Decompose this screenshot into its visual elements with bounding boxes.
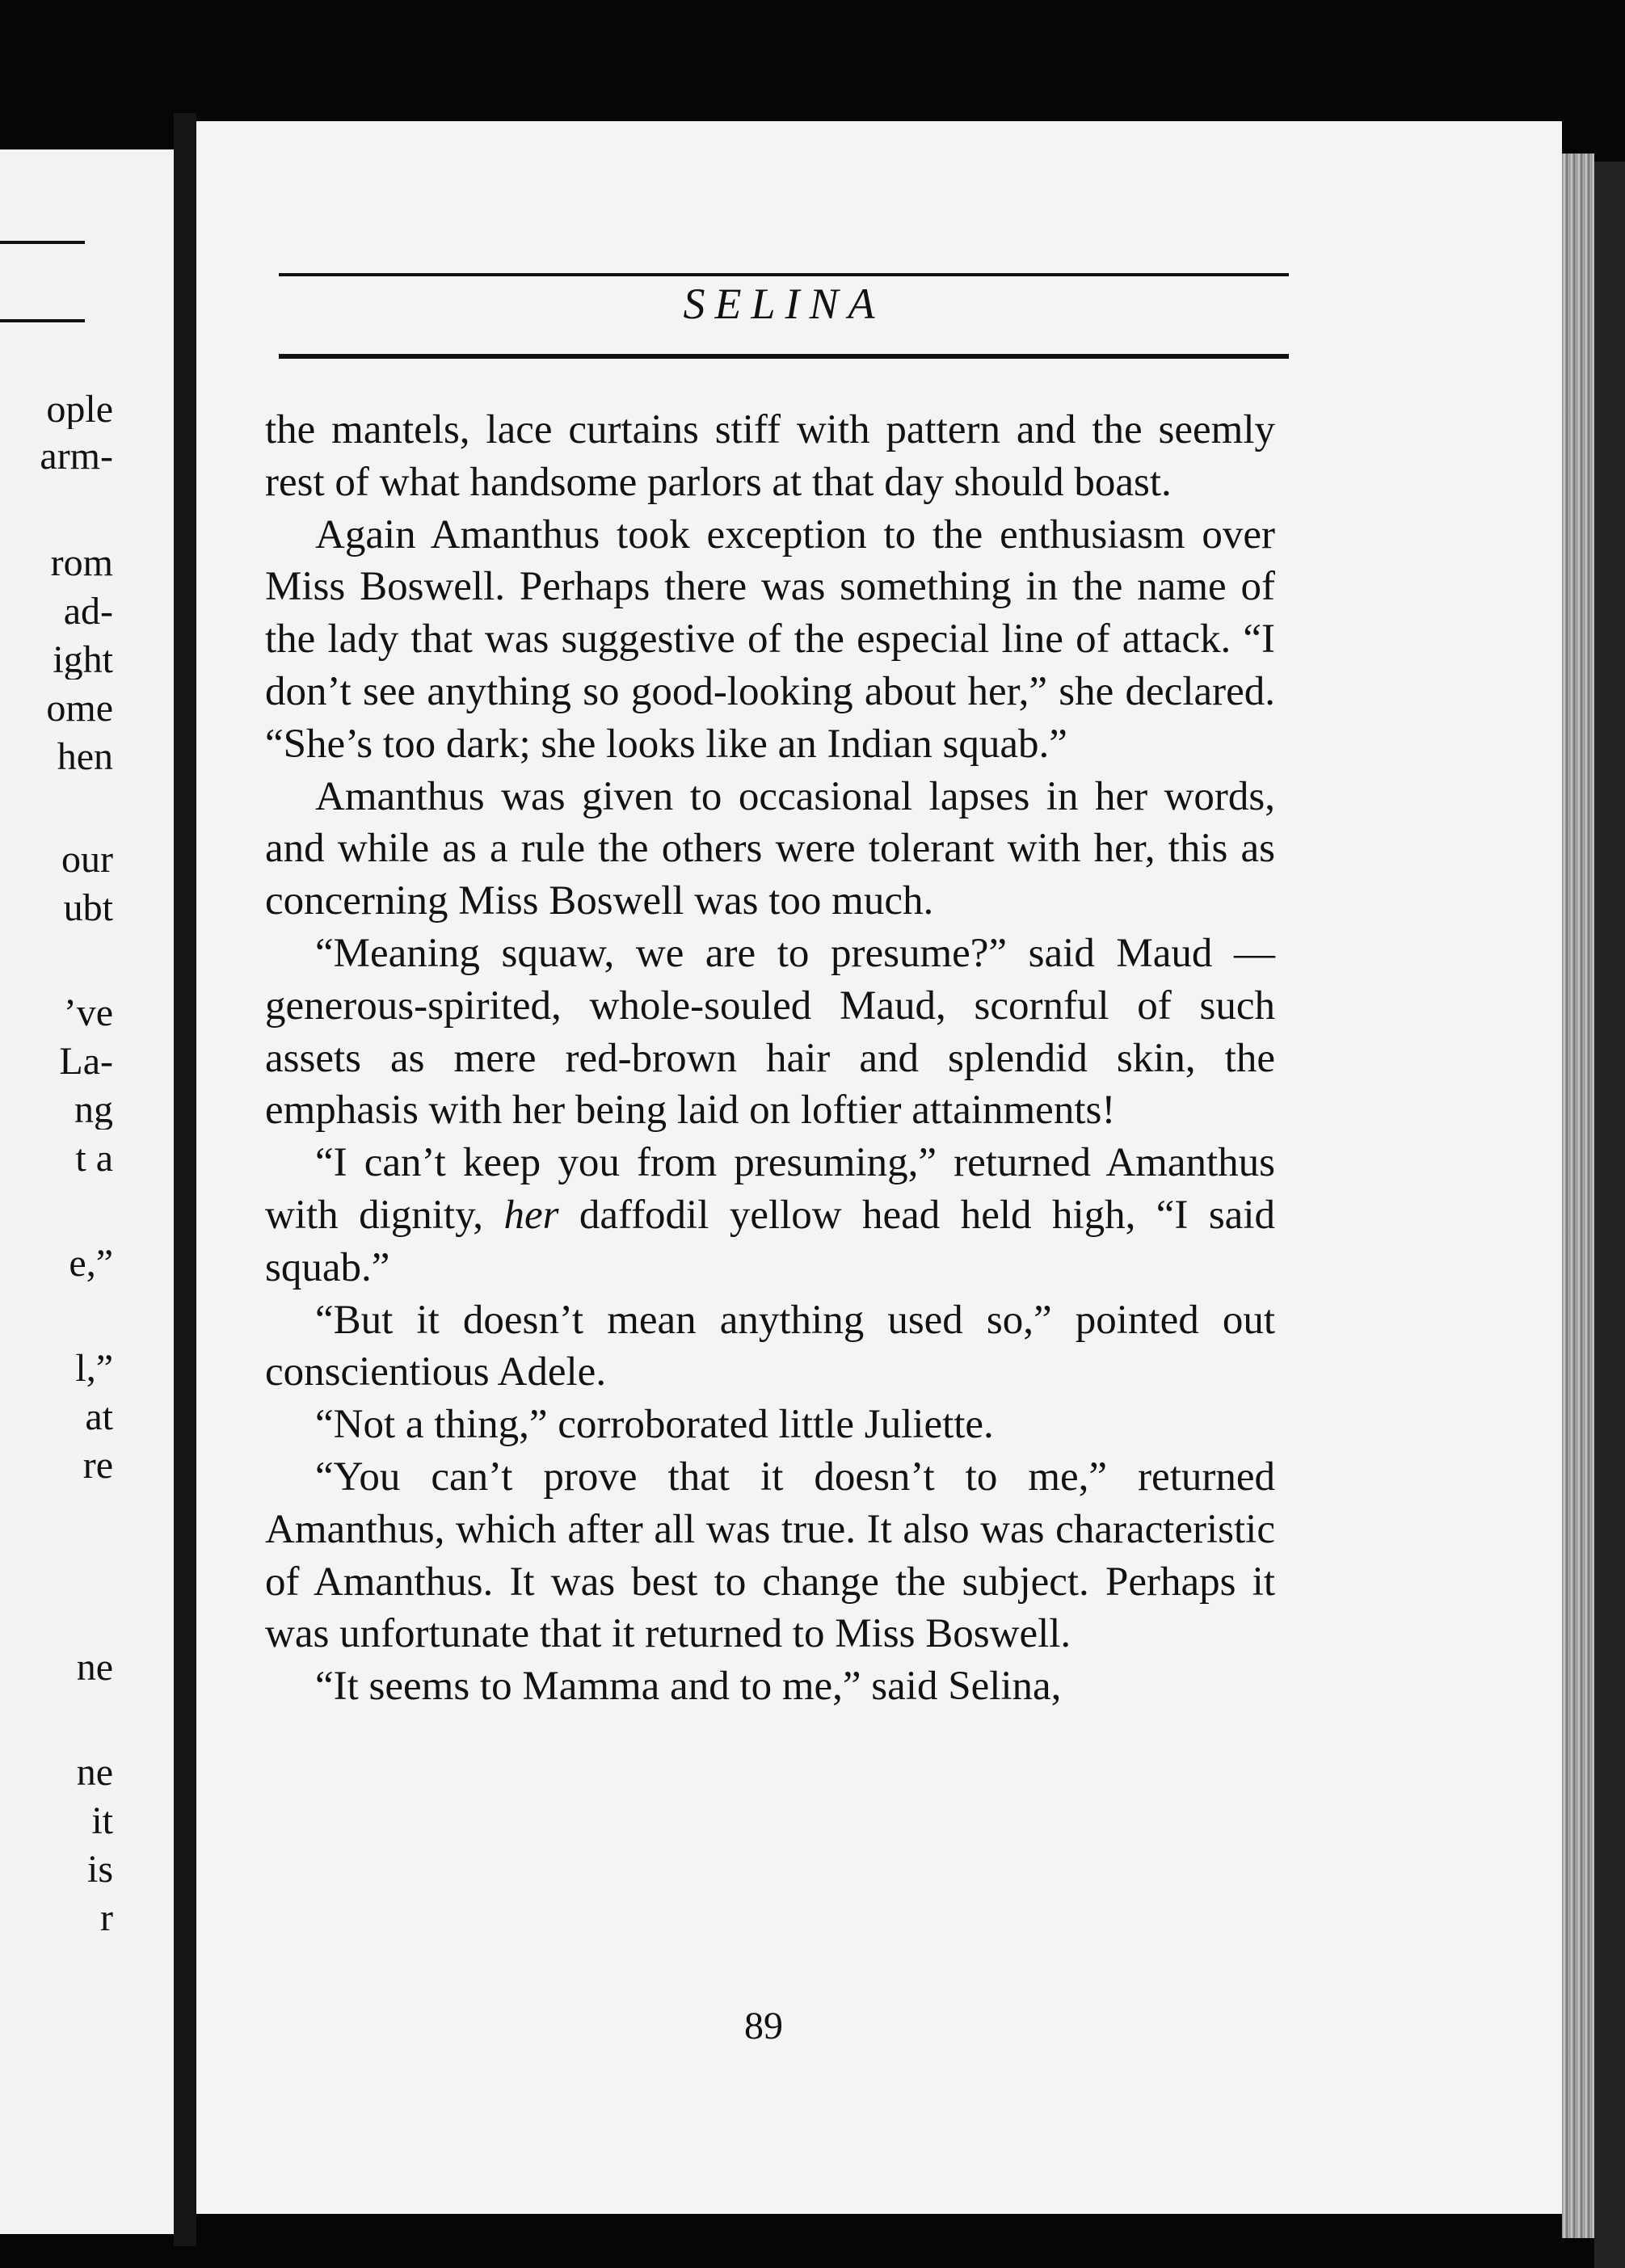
italic-word: her [503,1192,559,1238]
left-page-fragment: ad- [63,592,113,631]
header-rule-bottom [279,354,1289,359]
paragraph: “It seems to Mamma and to me,” said Selina, [315,1664,1062,1710]
running-head: SELINA [683,280,885,328]
paragraph: “You can’t prove that it doesn’t to me,” returned Amanthus, which after all was true. It also was characteristic of Amanthus. It was best to change the subject. Perhaps it was unfortunate that it returned to Miss Boswell. [265,1454,1275,1657]
left-page-fragment: our [61,840,113,879]
left-page-fragment: it [91,1802,113,1841]
paragraph: the mantels, lace curtains stiff with pattern and the seemly rest of what handsome parlors at that day should boast. [265,407,1275,505]
left-page-fragment: e,” [69,1244,113,1283]
body-text [265,404,1275,1713]
page-edges [1562,154,1594,2238]
left-page-fragment: r [100,1899,113,1938]
left-page-fragment: ’ve [63,994,113,1033]
left-page-fragment: re [82,1446,113,1485]
book-cover-edge [1594,162,1625,2268]
left-page-fragment: at [85,1398,113,1437]
left-page-fragment: ne [76,1753,113,1792]
left-page-fragment: ight [53,641,113,680]
paragraph-text: “I can’t keep you from presuming,” returned Amanthus with dignity, [265,1140,1275,1238]
left-page-rule-top [0,241,85,244]
left-page-fragment: l,” [75,1349,113,1388]
left-page-rule-bottom [0,319,85,322]
left-page-fragment: ome [46,689,113,728]
left-page-fragment: hen [57,738,113,776]
paragraph: “Meaning squaw, we are to presume?” said Maud —generous-spirited, whole-souled Maud, scornful of such assets as mere red-brown hair and splendid skin, the emphasis with her being laid on loftier attainments! [265,930,1275,1134]
left-page-fragment: rom [50,544,113,583]
left-page-fragment: ne [76,1648,113,1687]
left-facing-page [0,149,174,2234]
left-page-fragment: is [86,1850,113,1889]
paragraph: Amanthus was given to occasional lapses in her words, and while as a rule the others were tolerant with her, this as concerning Miss Boswell was too much. [265,773,1275,924]
header-rule-top [279,273,1289,276]
left-page-fragment: ople [46,390,113,429]
paragraph: “But it doesn’t mean anything used so,” pointed out conscientious Adele. [265,1297,1275,1395]
paragraph: Again Amanthus took exception to the enthusiasm over Miss Boswell. Perhaps there was something in the name of the lady that was suggestive of the especial line of attack. “I don’t see anything so good-looking about her,” she declared. “She’s too dark; she looks like an Indian squab.” [265,511,1275,767]
left-page-fragment: t a [75,1139,113,1178]
paragraph: “Not a thing,” corroborated little Juliette. [315,1402,994,1448]
paragraph [265,1137,1275,1294]
paragraph-text: daffodil yellow head held high, “I said squab.” [265,1192,1275,1290]
left-page-fragment: La- [59,1042,113,1081]
left-page-fragment: ng [74,1091,113,1130]
page-number: 89 [744,2005,783,2047]
left-page-fragment: arm- [40,437,113,476]
book-gutter [174,113,196,2246]
left-page-fragment: ubt [63,889,113,928]
